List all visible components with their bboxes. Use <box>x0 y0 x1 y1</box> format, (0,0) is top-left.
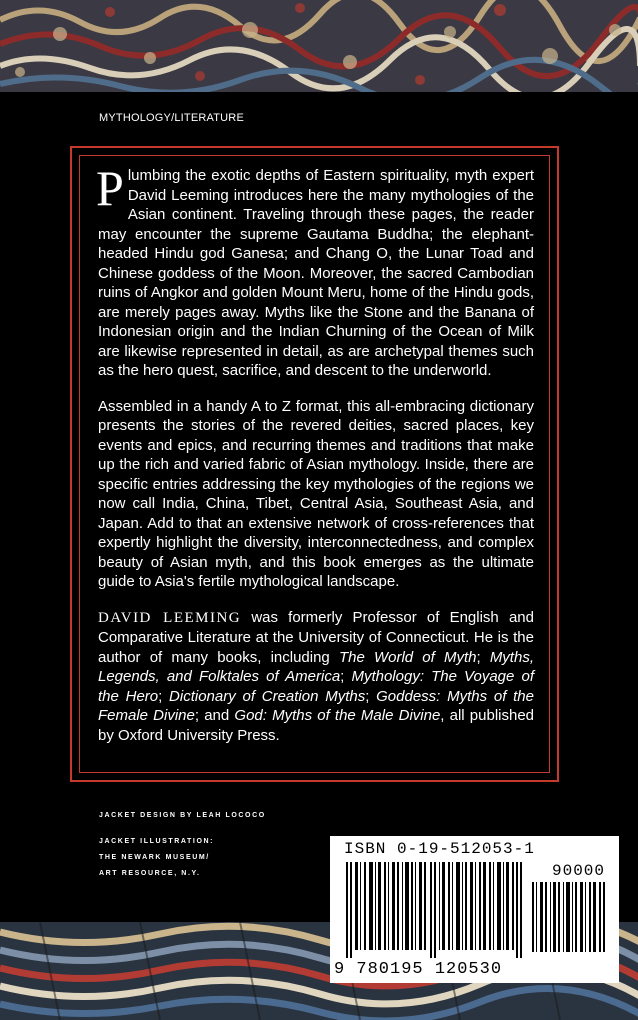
isbn-barcode <box>330 836 619 983</box>
top-textile-illustration <box>0 0 638 92</box>
jacket-illustration-source-2: ART RESOURCE, N.Y. <box>99 870 201 877</box>
price-bars <box>532 882 606 952</box>
separator: ; <box>365 687 377 705</box>
jacket-illustration-source: THE NEWARK MUSEUM/ <box>99 854 210 861</box>
author-bio <box>98 608 534 746</box>
category-label: MYTHOLOGY/LITERATURE <box>99 112 244 124</box>
ean-bars <box>344 862 528 958</box>
separator: ; <box>158 687 170 705</box>
book-title: God: Myths of the Male Divine <box>234 707 441 724</box>
jacket-design-credit: JACKET DESIGN BY LEAH LOCOCO <box>99 812 266 819</box>
book-title: Myths, Legends, and Folktales of America <box>98 648 534 685</box>
price-code: 90000 <box>551 862 605 880</box>
isbn-text: ISBN 0-19-512053-1 <box>344 840 535 858</box>
description-paragraph-1-text: lumbing the exotic depths of Eastern spirituality, myth expert David Leeming introduces here the many mythologies of the Asian continent. Traveling through these pages, the reader may encounter the supreme Gautama Buddha; the elephant-headed Hindu god Ganesa; and Chang O, the Lunar Toad and Chinese goddess of the Moon. Moreover, the sacred Cambodian ruins of Angkor and golden Mount Meru, home of the Hindu gods, are merely pages away. Myths like the Stone and the Banana of Indonesian origin and the Indian Churning of the Ocean of Milk are likewise represented in detail, as are archetypal themes such as the hero quest, sacrifice, and descent to the underworld. <box>98 167 534 379</box>
author-name: DAVID LEEMING <box>98 609 242 626</box>
separator: ; <box>476 648 490 666</box>
book-title: The World of Myth <box>338 648 477 666</box>
book-title: Dictionary of Creation Myths <box>169 687 366 705</box>
book-title: Mythology: The Voyage of the Hero <box>98 668 534 705</box>
author-bio-outro: , all published by Oxford University Press. <box>98 707 535 744</box>
separator: ; <box>340 668 352 685</box>
description-paragraph-1 <box>96 160 534 381</box>
description-paragraph-2: Assembled in a handy A to Z format, this all-embracing dictionary presents the stories of the revered deities, sacred places, key events and epics, and recurring themes and traditions that make up the rich and varied fabric of Asian mythology. Inside, there are specific entries addressing the key mythologies of the regions we now call India, China, Tibet, Central Asia, Southeast Asia, and Japan. Add to that an extensive network of cross-references that expertly highlight the diversity, interconnectedness, and complex beauty of Asian myth, and this book emerges as the ultimate guide to Asia's fertile mythological landscape. <box>98 397 534 590</box>
book-title: Goddess: Myths of the Female Divine <box>98 687 534 724</box>
author-bio-text: was formerly Professor of English and Comparative Literature at the University of Connecticut. He is the author of many books, including <box>98 608 534 666</box>
description-text <box>96 160 535 761</box>
separator: ; and <box>194 707 235 724</box>
jacket-illustration-label: JACKET ILLUSTRATION: <box>99 838 215 845</box>
ean-number: 9 780195 120530 <box>334 960 503 979</box>
drop-cap: P <box>96 160 124 216</box>
